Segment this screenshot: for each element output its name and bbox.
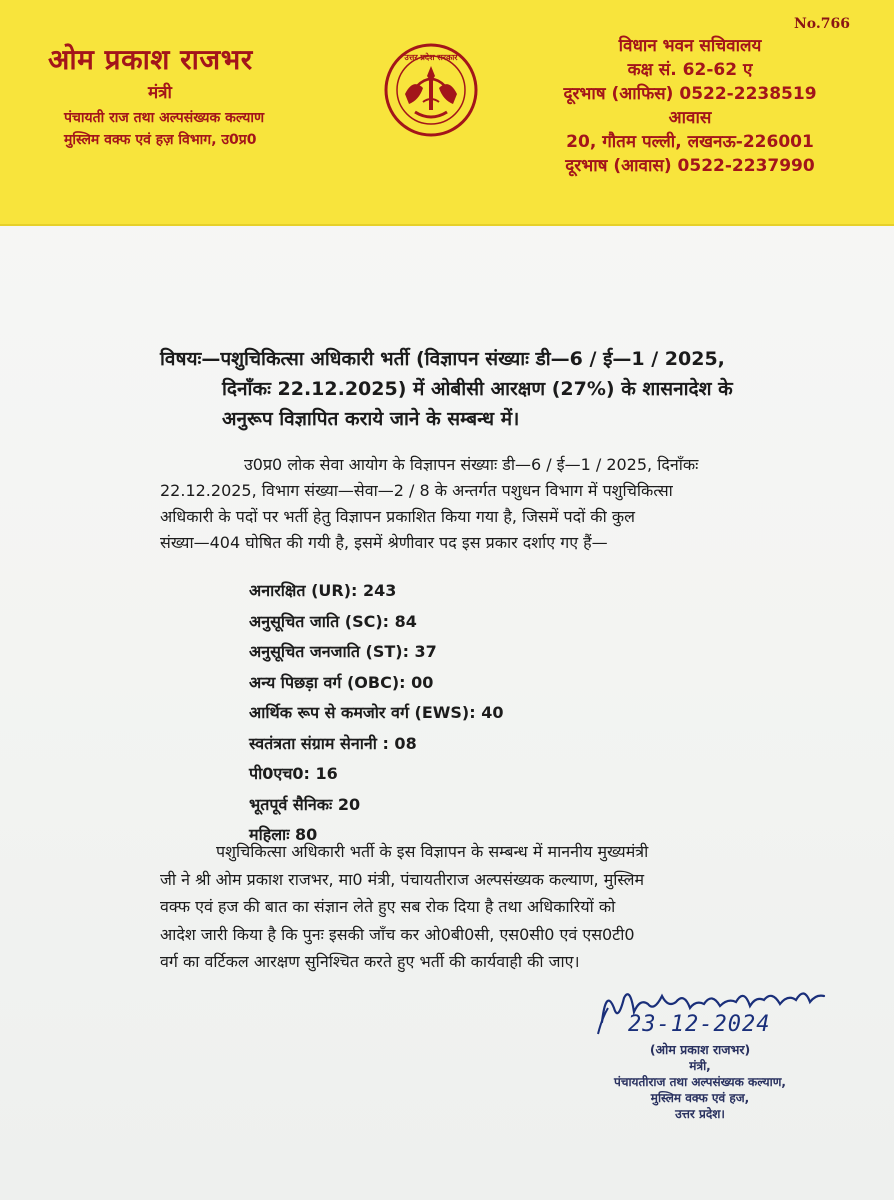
category-wise-posts-list xyxy=(249,576,749,851)
paragraph-line: अधिकारी के पदों पर भर्ती हेतु विज्ञापन प्रकाशित किया गया है, जिसमें पदों की कुल xyxy=(160,507,635,526)
address-line: आवास xyxy=(668,108,712,128)
subject-line: दिनाँकः 22.12.2025) में ओबीसी आरक्षण (27%) के शासनादेश के xyxy=(222,378,733,400)
list-item: अनारक्षित (UR): 243 xyxy=(249,581,397,600)
address-line: कक्ष सं. 62-62 ए xyxy=(627,60,753,80)
intro-paragraph xyxy=(160,452,820,556)
minister-name: ओम प्रकाश राजभर xyxy=(48,43,253,76)
list-item: स्वतंत्रता संग्राम सेनानी : 08 xyxy=(249,733,417,753)
office-address xyxy=(550,34,830,178)
signature-date: 23-12-2024 xyxy=(628,1012,771,1037)
address-line: विधान भवन सचिवालय xyxy=(618,36,762,56)
up-government-emblem-icon xyxy=(383,42,479,138)
order-paragraph xyxy=(160,838,830,976)
emblem-text: उत्तर प्रदेश सरकार xyxy=(404,53,458,62)
list-item: भूतपूर्व सैनिकः 20 xyxy=(249,794,361,814)
subject-heading xyxy=(160,344,820,434)
list-item: महिलाः 80 xyxy=(249,825,318,844)
reference-number: No.766 xyxy=(794,16,850,32)
address-line: दूरभाष (आफिस) 0522-2238519 xyxy=(563,84,817,104)
stamp-line: (ओम प्रकाश राजभर) xyxy=(649,1042,751,1057)
department-line-2: मुस्लिम वक्फ एवं हज़ विभाग, उ0प्र0 xyxy=(64,132,257,148)
paragraph-line: पशुचिकित्सा अधिकारी भर्ती के इस विज्ञापन के सम्बन्ध में माननीय मुख्यमंत्री xyxy=(216,842,649,861)
paragraph-line: वर्ग का वर्टिकल आरक्षण सुनिश्चित करते हुए भर्ती की कार्यवाही की जाए। xyxy=(160,952,580,971)
list-item: पी0एच0: 16 xyxy=(249,764,338,783)
list-item: आर्थिक रूप से कमजोर वर्ग (EWS): 40 xyxy=(249,703,504,722)
letterhead xyxy=(0,0,894,226)
address-line: दूरभाष (आवास) 0522-2237990 xyxy=(565,156,815,176)
paragraph-line: संख्या—404 घोषित की गयी है, इसमें श्रेणीवार पद इस प्रकार दर्शाए गए हैं— xyxy=(160,533,608,552)
signatory-stamp xyxy=(590,1042,810,1122)
paragraph-line: जी ने श्री ओम प्रकाश राजभर, मा0 मंत्री, पंचायतीराज अल्पसंख्यक कल्याण, मुस्लिम xyxy=(160,869,645,889)
list-item: अन्य पिछड़ा वर्ग (OBC): 00 xyxy=(249,672,434,692)
paragraph-line: उ0प्र0 लोक सेवा आयोग के विज्ञापन संख्याः डी—6 / ई—1 / 2025, दिनाँकः xyxy=(244,455,699,474)
paragraph-line: वक्फ एवं हज की बात का संज्ञान लेते हुए सब रोक दिया है तथा अधिकारियों को xyxy=(160,897,616,916)
stamp-line: पंचायतीराज तथा अल्पसंख्यक कल्याण, xyxy=(614,1075,786,1089)
list-item: अनुसूचित जनजाति (ST): 37 xyxy=(249,642,437,661)
paragraph-line: 22.12.2025, विभाग संख्या—सेवा—2 / 8 के अन्तर्गत पशुधन विभाग में पशुचिकित्सा xyxy=(160,481,673,500)
paragraph-line: आदेश जारी किया है कि पुनः इसकी जाँच कर ओ0बी0सी, एस0सी0 एवं एस0टी0 xyxy=(160,924,635,944)
stamp-line: उत्तर प्रदेश। xyxy=(675,1107,725,1121)
department-line-1: पंचायती राज तथा अल्पसंख्यक कल्याण xyxy=(64,110,265,126)
subject-line: अनुरूप विज्ञापित कराये जाने के सम्बन्ध में। xyxy=(222,408,520,430)
stamp-line: मुस्लिम वक्फ एवं हज, xyxy=(650,1091,750,1105)
subject-line: विषयः—पशुचिकित्सा अधिकारी भर्ती (विज्ञापन संख्याः डी—6 / ई—1 / 2025, xyxy=(160,348,725,370)
stamp-line: मंत्री, xyxy=(689,1059,711,1073)
list-item: अनुसूचित जाति (SC): 84 xyxy=(249,611,417,631)
address-line: 20, गौतम पल्ली, लखनऊ-226001 xyxy=(566,132,814,152)
minister-title: मंत्री xyxy=(148,83,172,103)
